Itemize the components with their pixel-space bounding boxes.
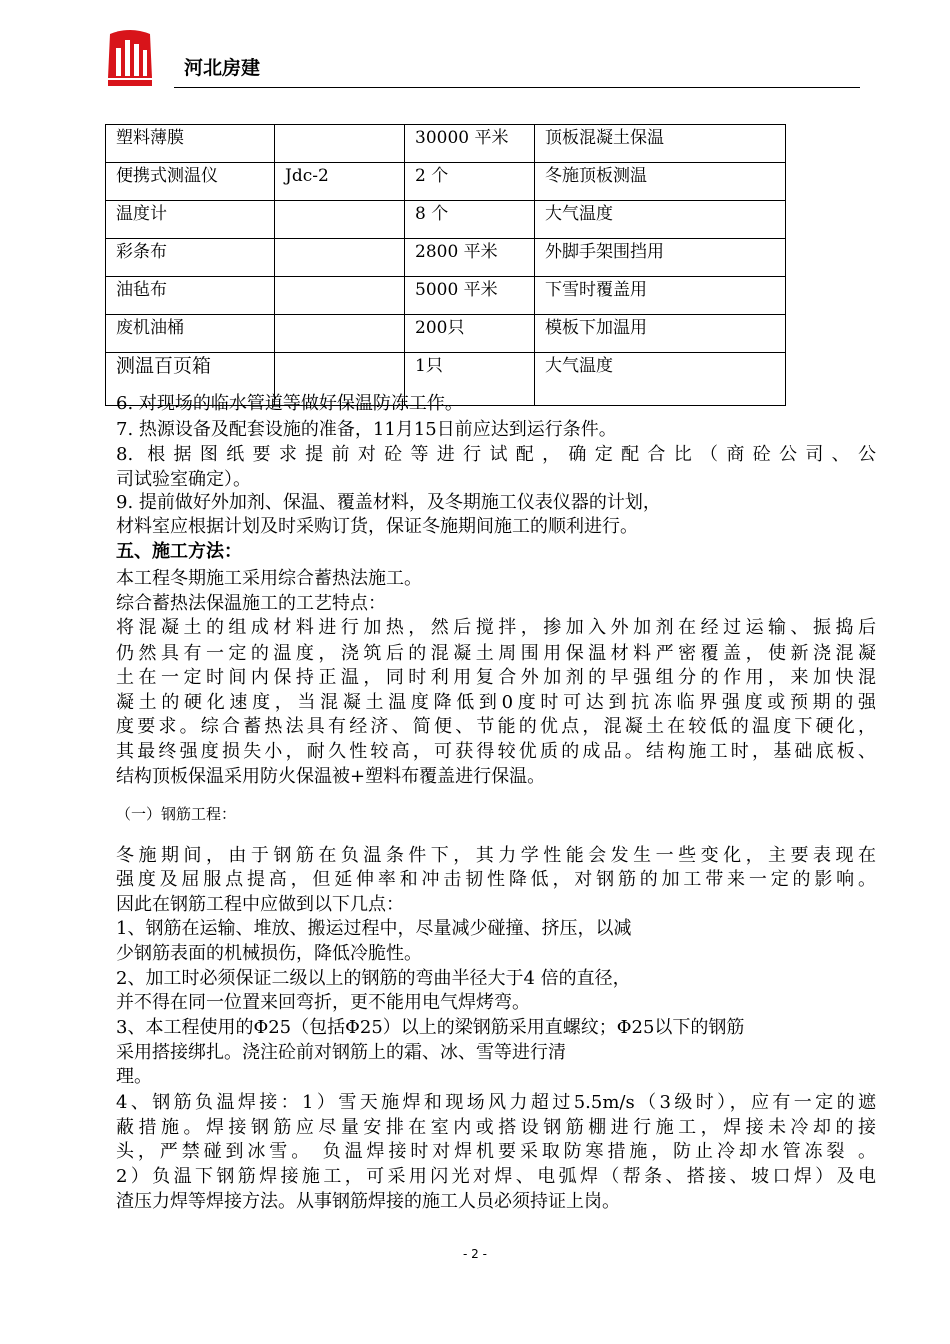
page-number: - 2 - bbox=[463, 1247, 487, 1261]
cell-qty: 2800 平米 bbox=[405, 239, 535, 277]
body-line: 4、钢筋负温焊接：1）雪天施焊和现场风力超过5.5m/s（3级时），应有一定的遮 bbox=[116, 1092, 876, 1113]
body-line: 本工程冬期施工采用综合蓄热法施工。 bbox=[116, 568, 422, 589]
body-line: 7. 热源设备及配套设施的准备，11月15日前应达到运行条件。 bbox=[116, 419, 617, 440]
cell-use: 模板下加温用 bbox=[535, 315, 786, 353]
body-line: 蔽措施。焊接钢筋应尽量安排在室内或搭设钢筋棚进行施工，焊接未冷却的接 bbox=[116, 1117, 876, 1138]
body-line: 头，严禁碰到冰雪。 负温焊接时对焊机要采取防寒措施，防止冷却水管冻裂 。 bbox=[116, 1141, 876, 1162]
body-line: 结构顶板保温采用防火保温被+塑料布覆盖进行保温。 bbox=[116, 766, 546, 787]
body-line: 强度及屈服点提高，但延伸率和冲击韧性降低，对钢筋的加工带来一定的影响。 bbox=[116, 869, 876, 890]
body-line: 并不得在同一位置来回弯折，更不能用电气焊烤弯。 bbox=[116, 992, 530, 1013]
cell-use: 大气温度 bbox=[535, 201, 786, 239]
cell-model bbox=[275, 125, 405, 163]
table-row bbox=[106, 315, 786, 353]
materials-table bbox=[105, 124, 786, 406]
body-line: 渣压力焊等焊接方法。从事钢筋焊接的施工人员必须持证上岗。 bbox=[116, 1191, 620, 1212]
cell-model: Jdc-2 bbox=[275, 163, 405, 201]
body-line: 2）负温下钢筋焊接施工，可采用闪光对焊、电弧焊（帮条、搭接、坡口焊）及电 bbox=[116, 1166, 876, 1187]
cell-name: 塑料薄膜 bbox=[106, 125, 275, 163]
body-line: 理。 bbox=[116, 1066, 152, 1087]
body-line: 材料室应根据计划及时采购订货，保证冬施期间施工的顺利进行。 bbox=[116, 516, 638, 537]
body-line: 因此在钢筋工程中应做到以下几点： bbox=[116, 894, 404, 915]
body-line: 度要求。综合蓄热法具有经济、简便、节能的优点，混凝土在较低的温度下硬化， bbox=[116, 716, 876, 737]
cell-use: 下雪时覆盖用 bbox=[535, 277, 786, 315]
body-line: 其最终强度损失小，耐久性较高，可获得较优质的成品。结构施工时，基础底板、 bbox=[116, 741, 876, 762]
body-line: 2、加工时必须保证二级以上的钢筋的弯曲半径大于4 倍的直径， bbox=[116, 968, 631, 989]
body-line: 冬施期间，由于钢筋在负温条件下，其力学性能会发生一些变化，主要表现在 bbox=[116, 845, 876, 866]
cell-name: 彩条布 bbox=[106, 239, 275, 277]
cell-use: 冬施顶板测温 bbox=[535, 163, 786, 201]
table-row bbox=[106, 277, 786, 315]
cell-name: 废机油桶 bbox=[106, 315, 275, 353]
body-line: 凝土的硬化速度，当混凝土温度降低到0度时可达到抗冻临界强度或预期的强 bbox=[116, 692, 876, 713]
body-line: 少钢筋表面的机械损伤，降低冷脆性。 bbox=[116, 943, 422, 964]
cell-name: 便携式测温仪 bbox=[106, 163, 275, 201]
body-line: 6. 对现场的临水管道等做好保温防冻工作。 bbox=[116, 393, 463, 414]
table-row bbox=[106, 125, 786, 163]
cell-qty: 2 个 bbox=[405, 163, 535, 201]
table-row bbox=[106, 201, 786, 239]
cell-use: 顶板混凝土保温 bbox=[535, 125, 786, 163]
subsection-heading: （一）钢筋工程： bbox=[116, 805, 237, 823]
cell-qty: 30000 平米 bbox=[405, 125, 535, 163]
body-line: 土在一定时间内保持正温，同时利用复合外加剂的早强组分的作用，来加快混 bbox=[116, 667, 876, 688]
cell-name: 温度计 bbox=[106, 201, 275, 239]
body-line: 仍然具有一定的温度，浇筑后的混凝土周围用保温材料严密覆盖，使新浇混凝 bbox=[116, 643, 876, 664]
body-line: 8. 根据图纸要求提前对砼等进行试配，确定配合比（商砼公司、公 bbox=[116, 444, 876, 465]
body-line: 9. 提前做好外加剂、保温、覆盖材料，及冬期施工仪表仪器的计划， bbox=[116, 492, 661, 513]
header-rule bbox=[174, 87, 860, 88]
cell-qty: 8 个 bbox=[405, 201, 535, 239]
body-line: 3、本工程使用的Φ25（包括Φ25）以上的梁钢筋采用直螺纹；Φ25以下的钢筋 bbox=[116, 1017, 745, 1038]
table-row bbox=[106, 239, 786, 277]
cell-model bbox=[275, 315, 405, 353]
body-line: 将混凝土的组成材料进行加热，然后搅拌，掺加入外加剂在经过运输、振捣后 bbox=[116, 617, 876, 638]
company-name: 河北房建 bbox=[184, 57, 261, 79]
body-line: 1、钢筋在运输、堆放、搬运过程中，尽量减少碰撞、挤压，以减 bbox=[116, 918, 632, 939]
cell-name: 油毡布 bbox=[106, 277, 275, 315]
cell-use: 大气温度 bbox=[535, 353, 786, 406]
cell-qty: 200只 bbox=[405, 315, 535, 353]
cell-use: 外脚手架围挡用 bbox=[535, 239, 786, 277]
body-line: 综合蓄热法保温施工的工艺特点： bbox=[116, 593, 386, 614]
company-logo bbox=[96, 28, 164, 88]
body-line: 采用搭接绑扎。浇注砼前对钢筋上的霜、冰、雪等进行清 bbox=[116, 1042, 566, 1063]
cell-model bbox=[275, 277, 405, 315]
section-heading: 五、施工方法： bbox=[116, 541, 242, 562]
table-row bbox=[106, 163, 786, 201]
cell-qty: 1只 bbox=[405, 353, 535, 406]
cell-model bbox=[275, 201, 405, 239]
cell-name: 测温百页箱 bbox=[106, 353, 275, 406]
cell-model bbox=[275, 239, 405, 277]
body-line: 司试验室确定）。 bbox=[116, 469, 251, 490]
cell-qty: 5000 平米 bbox=[405, 277, 535, 315]
